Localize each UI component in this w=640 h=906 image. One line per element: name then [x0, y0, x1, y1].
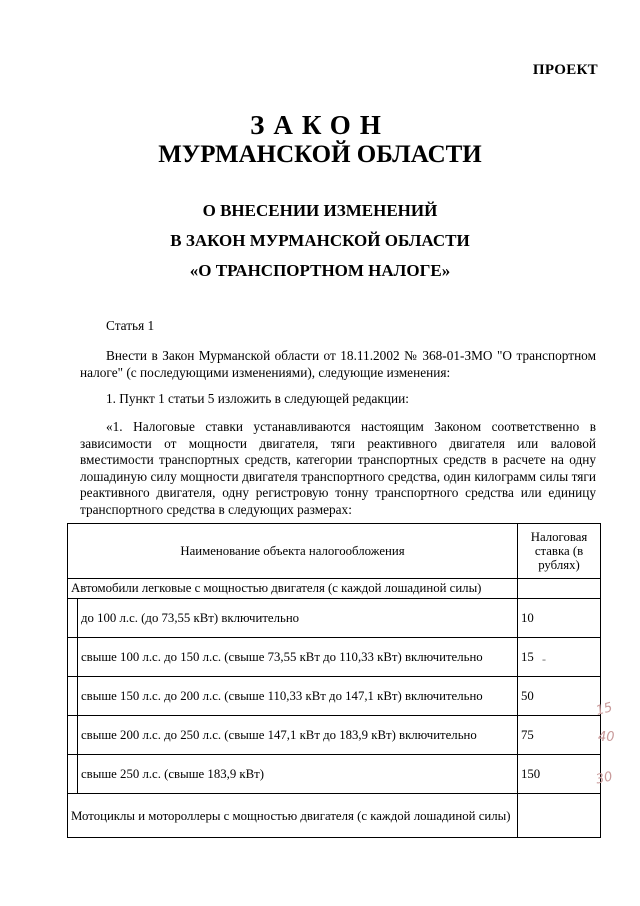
category-cars-cell: Автомобили легковые с мощностью двигателя (с каждой лошадиной силы): [68, 579, 518, 599]
row-name-cell: свыше 100 л.с. до 150 л.с. (свыше 73,55 кВт до 110,33 кВт) включительно: [78, 638, 518, 677]
subtitle-line-2: В ЗАКОН МУРМАНСКОЙ ОБЛАСТИ: [170, 231, 470, 250]
article-label: Статья 1: [106, 318, 155, 333]
row-name-cell: свыше 250 л.с. (свыше 183,9 кВт): [78, 755, 518, 794]
handwritten-note: 30: [594, 769, 614, 788]
draft-stamp: ПРОЕКТ: [532, 62, 598, 78]
indent-cell: [68, 638, 78, 677]
row-name-cell: свыше 150 л.с. до 200 л.с. (свыше 110,33 кВт до 147,1 кВт) включительно: [78, 677, 518, 716]
header-name-cell: Наименование объекта налогообложения: [68, 524, 518, 579]
subtitle-line-1: О ВНЕСЕНИИ ИЗМЕНЕНИЙ: [202, 201, 438, 220]
subtitle-line-3: «О ТРАНСПОРТНОМ НАЛОГЕ»: [189, 261, 451, 280]
law-title: ЗАКОН: [250, 110, 390, 140]
tax-rates-table: [67, 523, 601, 838]
law-region: МУРМАНСКОЙ ОБЛАСТИ: [158, 141, 482, 168]
handwritten-note: 40: [598, 730, 615, 745]
pencil-mark: -: [542, 652, 546, 666]
item-1-paragraph: 1. Пункт 1 статьи 5 изложить в следующей редакции:: [106, 391, 409, 406]
category-moto-cell: Мотоциклы и мотороллеры с мощностью двигателя (с каждой лошадиной силы): [68, 794, 518, 838]
row-rate-cell: 75: [518, 716, 601, 755]
category-moto-rate-cell: [518, 794, 601, 838]
indent-cell: [68, 677, 78, 716]
handwritten-note: 15: [594, 700, 615, 719]
rates-paragraph: «1. Налоговые ставки устанавливаются настоящим Законом соответственно в зависимости от мощности двигателя, тяги реактивного двигателя или валовой вместимости транспортных средств, категории транспортных средств в расчете на одну лошадиную силу мощности двигателя транспортного средства, один килограмм силы тяги реактивного двигателя, одну регистровую тонну транспортного средства или единицу транспортного средства в следующих размерах:: [80, 419, 596, 517]
table-row: [68, 599, 601, 638]
table-row: [68, 638, 601, 677]
indent-cell: [68, 716, 78, 755]
category-moto-row: [68, 794, 601, 838]
row-rate-cell: 10: [518, 599, 601, 638]
row-rate-cell: 50: [518, 677, 601, 716]
table-header-row: [68, 524, 601, 579]
indent-cell: [68, 599, 78, 638]
category-cars-rate-cell: [518, 579, 601, 599]
category-cars-row: [68, 579, 601, 599]
header-rate-cell: Налоговая ставка (в рублях): [518, 524, 601, 579]
row-name-cell: до 100 л.с. (до 73,55 кВт) включительно: [78, 599, 518, 638]
indent-cell: [68, 755, 78, 794]
row-rate-cell: 15: [518, 638, 601, 677]
row-name-cell: свыше 200 л.с. до 250 л.с. (свыше 147,1 кВт до 183,9 кВт) включительно: [78, 716, 518, 755]
table-row: [68, 755, 601, 794]
table-row: [68, 677, 601, 716]
table-row: [68, 716, 601, 755]
row-rate-cell: 150: [518, 755, 601, 794]
intro-paragraph: Внести в Закон Мурманской области от 18.11.2002 № 368-01-ЗМО "О транспортном налоге" (с последующими изменениями), следующие изменения:: [80, 348, 596, 380]
